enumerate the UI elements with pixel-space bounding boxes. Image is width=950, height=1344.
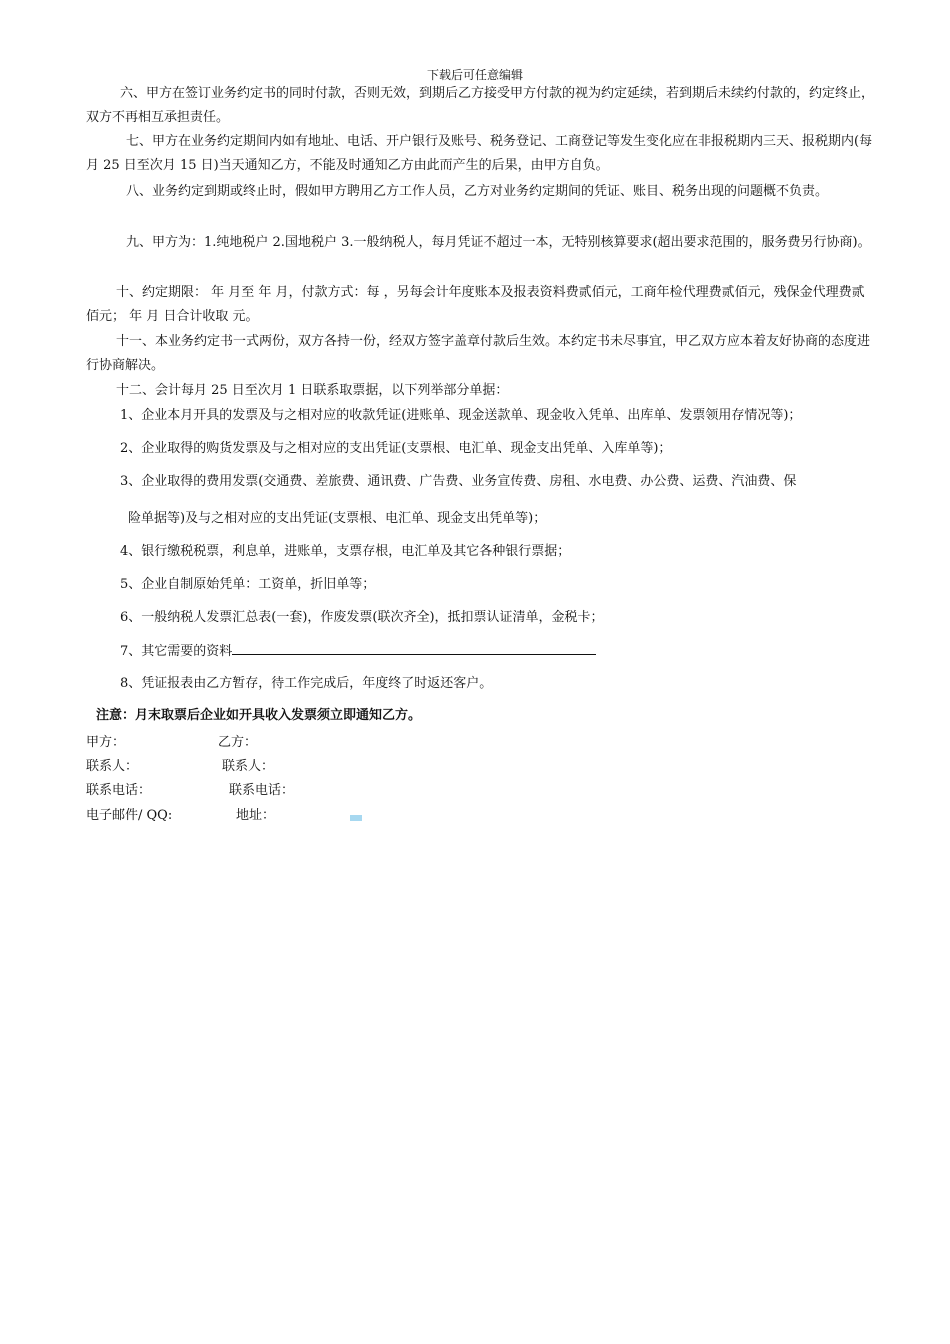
clause-6: 六、甲方在签订业务约定书的同时付款，否则无效，到期后乙方接受甲方付款的视为约定延续，若到期后未续约付款的，约定终止，双方不再相互承担责任。 [86, 86, 875, 125]
list-item-5: 5、企业自制原始凭单：工资单，折旧单等； [120, 577, 376, 592]
list-item-7 [120, 640, 596, 662]
list-item-2: 2、企业取得的购货发票及与之相对应的支出凭证(支票根、电汇单、现金支出凭单、入库单等)； [120, 441, 672, 456]
clause-11: 十一、本业务约定书一式两份，双方各持一份，经双方签字盖章付款后生效。本约定书未尽事宜，甲乙双方应本着友好协商的态度进行协商解决。 [86, 334, 871, 373]
party-b-label: 乙方： [218, 735, 258, 750]
list-item-7-label: 7、其它需要的资料 [120, 644, 233, 659]
list-item-1: 1、企业本月开具的发票及与之相对应的收款凭证(进账单、现金送款单、现金收入凭单、出库单、发票领用存情况等)； [120, 408, 802, 423]
highlight-mark [350, 815, 362, 821]
clause-7: 七、甲方在业务约定期间内如有地址、电话、开户银行及账号、税务登记、工商登记等发生变化应在非报税期内三天、报税期内(每月 25 日至次月 15 日)当天通知乙方，不能及时通知乙方由此而产生的后果，由甲方自负。 [86, 134, 873, 173]
contact-a-label: 联系人： [86, 759, 139, 774]
clause-10: 十、约定期限： 年 月至 年 月，付款方式：每 ，另每会计年度账本及报表资料费贰佰元，工商年检代理费贰佰元，残保金代理费贰佰元； 年 月 日合计收取 元。 [86, 285, 865, 324]
phone-b-label: 联系电话： [229, 783, 295, 798]
clause-8: 八、业务约定到期或终止时，假如甲方聘用乙方工作人员，乙方对业务约定期间的凭证、账目、税务出现的问题概不负责。 [126, 184, 829, 199]
list-item-4: 4、银行缴税税票，利息单，进账单，支票存根，电汇单及其它各种银行票据； [120, 544, 571, 559]
contact-b-label: 联系人： [222, 759, 275, 774]
note-text: 注意：月末取票后企业如开具收入发票须立即通知乙方。 [96, 708, 422, 723]
phone-a-label: 联系电话： [86, 783, 152, 798]
clause-9: 九、甲方为：1.纯地税户 2.国地税户 3.一般纳税人，每月凭证不超过一本，无特别核算要求(超出要求范围的，服务费另行协商)。 [126, 235, 871, 250]
list-item-8: 8、凭证报表由乙方暂存，待工作完成后，年度终了时返还客户。 [120, 676, 493, 691]
blank-underline [232, 640, 596, 655]
list-item-3-cont: 险单据等)及与之相对应的支出凭证(支票根、电汇单、现金支出凭单等)； [128, 511, 547, 526]
page-header: 下载后可任意编辑 [426, 68, 523, 82]
address-label: 地址： [236, 808, 276, 823]
email-qq-label: 电子邮件/ QQ: [86, 808, 173, 823]
clause-12: 十二、会计每月 25 日至次月 1 日联系取票据，以下列举部分单据： [116, 383, 509, 398]
list-item-3: 3、企业取得的费用发票(交通费、差旅费、通讯费、广告费、业务宣传费、房租、水电费、办公费、运费、汽油费、保 [120, 474, 797, 489]
party-a-label: 甲方： [86, 735, 126, 750]
list-item-6: 6、一般纳税人发票汇总表(一套)，作废发票(联次齐全)，抵扣票认证清单，金税卡； [120, 610, 604, 625]
